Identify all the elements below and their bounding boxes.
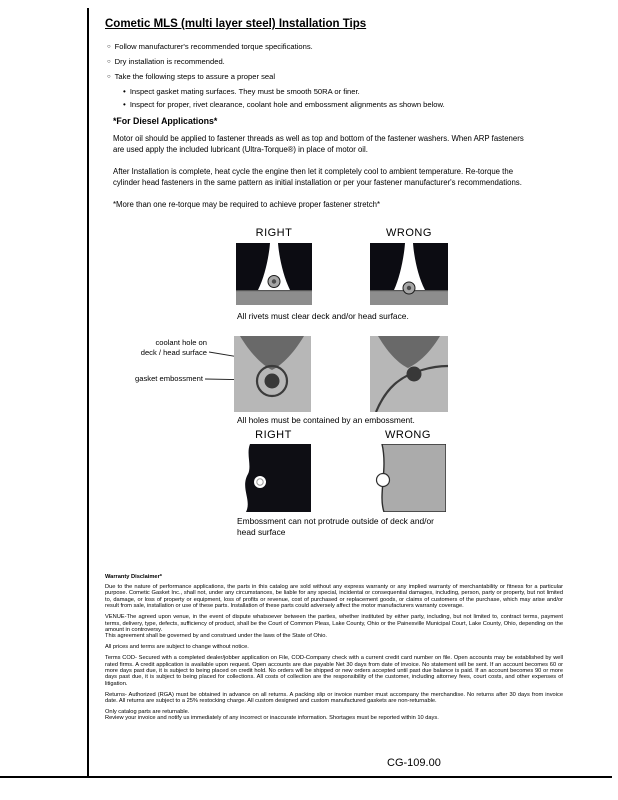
holes-wrong-figure — [370, 336, 448, 412]
list-item-text: Inspect for proper, rivet clearance, coolant hole and embossment alignments as shown below. — [129, 100, 445, 109]
circle-bullet-icon — [107, 72, 115, 81]
gasket-embossment-label: gasket embossment — [135, 374, 203, 383]
list-item-text: Take the following steps to assure a proper seal — [114, 72, 276, 81]
warranty-paragraph: Only catalog parts are returnable. — [105, 709, 190, 715]
warranty-paragraph: This agreement shall be governed by and construed under the laws of the State of Ohio. — [105, 633, 327, 640]
left-border-rule — [87, 8, 89, 776]
warranty-disclaimer-section — [105, 574, 563, 722]
list-sub-item — [123, 85, 577, 98]
warranty-paragraph: Terms COD- Secured with a completed dealer/jobber application on File, COD-Company check with a current credit card number on file. Open accounts may be established by well rated firms. A credit application is available upon request. Open accounts are due payable Net 30 days from date of invoice. No statement will be sent. If an account becomes 60 or more days past due, it is subject to being placed on credit hold. No orders will be shipped or new orders accepted until past due balance is paid. If an account becomes 90 or more days past due, it is subject to being placed for collections. All costs of collection are the responsibility of the customer, including attorney fees, court costs, and other expenses of litigation. — [105, 655, 563, 687]
coolant-hole-label-line2: deck / head surface — [140, 348, 207, 357]
retorque-note: *More than one re-torque may be required to achieve proper fastener stretch* — [113, 200, 380, 209]
protrude-caption: Embossment can not protrude outside of deck and/or head surface — [237, 516, 434, 537]
diesel-heading: *For Diesel Applications* — [113, 116, 218, 126]
diesel-paragraph: After Installation is complete, heat cycle the engine then let it completely cool to ambient temperature. Re-torque the cylinder head fasteners in the same pattern as initial installation or per your fastener manufacturer's recommendations. — [113, 167, 522, 187]
circle-bullet-icon — [107, 42, 115, 51]
circle-bullet-icon — [107, 57, 115, 66]
wrong-label: WRONG — [386, 227, 432, 239]
rivet-caption: All rivets must clear deck and/or head surface. — [237, 311, 409, 321]
warranty-paragraph: Returns- Authorized (RGA) must be obtained in advance on all returns. A packing slip or invoice number must accompany the merchandise. No returns after 30 days from invoice date. All returns are subject to a 25% restocking charge. All custom designed and custom manufactured gaskets are non-returnable. — [105, 691, 563, 705]
wrong-label: WRONG — [385, 429, 431, 441]
warranty-paragraph: VENUE-The agreed upon venue, in the event of dispute whatsoever between the parties, whether instituted by either party, including, but not limited to, contract terms, payment terms, delivery, type, defects, sufficiency of product, shall be the Court of Common Pleas, Lake County, Ohio or the Painesville Municipal Court, Lake County, Ohio, depending on the amount in controversy. — [105, 614, 563, 633]
page-title: Cometic MLS (multi layer steel) Installation Tips — [105, 18, 367, 30]
right-label: RIGHT — [255, 429, 292, 441]
coolant-hole-label — [95, 338, 207, 358]
list-item-text: Follow manufacturer's recommended torque specifications. — [114, 42, 313, 51]
rivet-wrong-figure — [370, 243, 448, 305]
holes-right-figure — [234, 336, 311, 412]
bottom-border-rule — [0, 776, 612, 778]
list-item — [107, 70, 577, 85]
page-number: CG-109.00 — [387, 757, 441, 769]
coolant-hole-label-line1: coolant hole on — [155, 338, 207, 347]
protrude-wrong-figure — [370, 444, 446, 512]
protrude-right-figure — [236, 444, 311, 512]
diesel-applications-section — [113, 116, 537, 210]
list-sub-item — [123, 98, 577, 111]
installation-tips-list — [107, 40, 577, 111]
warranty-heading: Warranty Disclaimer* — [105, 574, 163, 580]
list-item — [107, 40, 577, 55]
dot-bullet-icon — [123, 100, 130, 109]
warranty-paragraph: Review your invoice and notify us immediately of any incorrect or inaccurate information. Shortages must be reported within 10 days. — [105, 715, 439, 722]
rivet-right-figure — [236, 243, 312, 305]
dot-bullet-icon — [123, 87, 130, 96]
list-item-text: Inspect gasket mating surfaces. They must be smooth 50RA or finer. — [129, 87, 360, 96]
holes-caption: All holes must be contained by an embossment. — [237, 415, 415, 425]
diesel-paragraph: Motor oil should be applied to fastener threads as well as top and bottom of the fastener washers. When ARP fasteners are used apply the included lubricant (Ultra-Torque®) in place of motor oil. — [113, 134, 524, 154]
list-item — [107, 55, 577, 70]
warranty-paragraph: Due to the nature of performance applications, the parts in this catalog are sold without any express warranty or any implied warranty of merchantability or fitness for a particular purpose. Cometic Gasket Inc., shall not, under any circumstances, be liable for any special, incidental or consequential damages, including, person, party or property, but not limited to, damage, or loss of property or equipment, loss of profits or revenue, cost of purchased or replacement goods, or claims of customers of the purchase, which may arise and/or result from sale, installation or use of these parts. Installation of these parts could adversely affect the motor manufacturers warranty coverage. — [105, 584, 563, 610]
right-label: RIGHT — [255, 227, 293, 239]
list-item-text: Dry installation is recommended. — [114, 57, 225, 66]
warranty-paragraph: All prices and terms are subject to change without notice. — [105, 644, 249, 651]
